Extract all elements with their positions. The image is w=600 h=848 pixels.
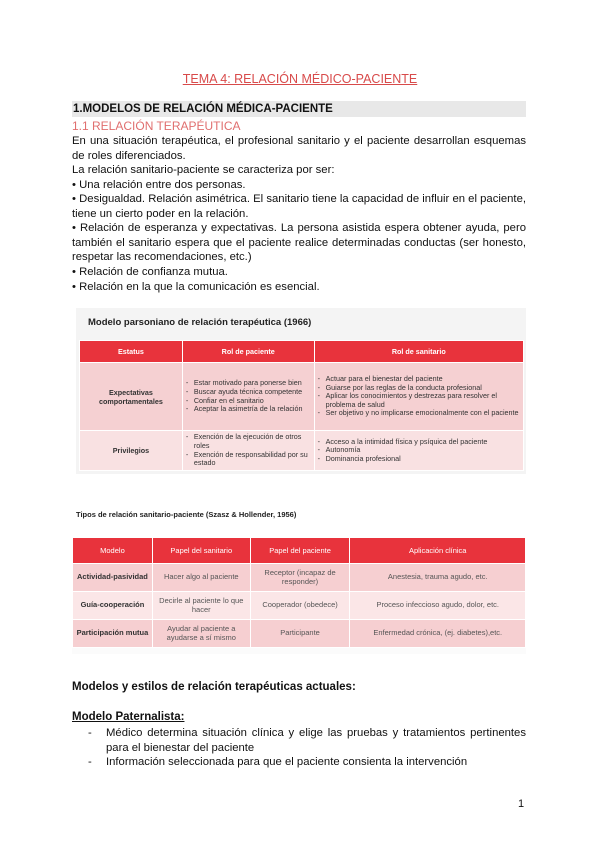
- list-item: - Aplicar los conocimientos y destrezas para resolver el problema de salud: [318, 392, 520, 409]
- table-cell: [314, 363, 523, 431]
- table-header: Modelo: [73, 538, 153, 564]
- table-cell: [314, 431, 523, 471]
- table-cell: Receptor (incapaz de responder): [250, 564, 350, 592]
- list-item: - Guiarse por las reglas de la conducta profesional: [318, 384, 520, 393]
- list-item: - Exención de responsabilidad por su estado: [186, 451, 311, 468]
- bullet-item: • Desigualdad. Relación asimétrica. El sanitario tiene la capacidad de influir en el paciente, tiene un cierto poder en la relación.: [72, 193, 526, 220]
- parsonian-model-table: [79, 340, 524, 471]
- table-cell: Anestesia, trauma agudo, etc.: [350, 564, 526, 592]
- table-cell: Enfermedad crónica, (ej. diabetes),etc.: [350, 620, 526, 648]
- table-row: [73, 620, 526, 648]
- parsonian-model-figure: [76, 308, 526, 474]
- table-cell: Cooperador (obedece): [250, 592, 350, 620]
- list-item: - Estar motivado para ponerse bien: [186, 379, 311, 388]
- figure-title: Tipos de relación sanitario-paciente (Szasz & Hollender, 1956): [76, 510, 297, 519]
- table-cell: Decirle al paciente lo que hacer: [152, 592, 250, 620]
- models-heading: Modelos y estilos de relación terapéuticas actuales:: [72, 681, 356, 693]
- section-heading: 1.MODELOS DE RELACIÓN MÉDICA-PACIENTE: [72, 101, 526, 117]
- table-row: [80, 363, 524, 431]
- paragraph-intro: En una situación terapéutica, el profesional sanitario y el paciente desarrollan esquemas de roles diferenciados.: [72, 135, 526, 162]
- list-item: - Aceptar la asimetría de la relación: [186, 405, 311, 414]
- page-title: TEMA 4: RELACIÓN MÉDICO-PACIENTE: [182, 72, 418, 86]
- table-header: Papel del sanitario: [152, 538, 250, 564]
- table-cell: Ayudar al paciente a ayudarse a sí mismo: [152, 620, 250, 648]
- list-item: - Confiar en el sanitario: [186, 397, 311, 406]
- list-item: - Dominancia profesional: [318, 455, 520, 464]
- table-cell: Expectativas comportamentales: [80, 363, 183, 431]
- list-item: - Información seleccionada para que el paciente consienta la intervención: [88, 755, 526, 770]
- paternalist-list: [88, 726, 526, 770]
- list-item: - Ser objetivo y no implicarse emocionalmente con el paciente: [318, 409, 520, 418]
- szasz-hollender-figure: [72, 537, 526, 654]
- table-row: [80, 431, 524, 471]
- table-header: Rol de sanitario: [314, 341, 523, 363]
- table-cell: [182, 431, 314, 471]
- page-number: 1: [518, 798, 525, 810]
- table-header: Aplicación clínica: [350, 538, 526, 564]
- table-cell: Guía-cooperación: [73, 592, 153, 620]
- paternalist-heading: Modelo Paternalista:: [72, 711, 185, 723]
- table-cell: Hacer algo al paciente: [152, 564, 250, 592]
- bullet-item: • Relación de esperanza y expectativas. La persona asistida espera obtener ayuda, pero también el sanitario espera que el paciente realice determinadas conductas (ser honesto, respetar las recomendaciones, etc.): [72, 222, 526, 264]
- table-cell: Privilegios: [80, 431, 183, 471]
- list-item: - Autonomía: [318, 446, 520, 455]
- table-cell: Actividad-pasividad: [73, 564, 153, 592]
- table-header: Estatus: [80, 341, 183, 363]
- table-cell: [182, 363, 314, 431]
- list-item: - Actuar para el bienestar del paciente: [318, 375, 520, 384]
- table-row: [73, 592, 526, 620]
- table-row: [73, 564, 526, 592]
- bullet-item: • Una relación entre dos personas.: [72, 179, 246, 191]
- table-header: Papel del paciente: [250, 538, 350, 564]
- bullet-item: • Relación en la que la comunicación es esencial.: [72, 281, 320, 293]
- list-item: - Exención de la ejecución de otros roles: [186, 433, 311, 450]
- list-item: - Buscar ayuda técnica competente: [186, 388, 311, 397]
- szasz-hollender-table: [72, 537, 526, 648]
- table-cell: Proceso infeccioso agudo, dolor, etc.: [350, 592, 526, 620]
- figure-title: Modelo parsoniano de relación terapéutica (1966): [88, 317, 312, 328]
- list-item: - Médico determina situación clínica y elige las pruebas y tratamientos pertinentes para el bienestar del paciente: [88, 726, 526, 755]
- subsection-heading: 1.1 RELACIÓN TERAPÉUTICA: [72, 119, 241, 133]
- table-header: Rol de paciente: [182, 341, 314, 363]
- paragraph-characteristics: La relación sanitario-paciente se caracteriza por ser:: [72, 164, 335, 176]
- bullet-item: • Relación de confianza mutua.: [72, 266, 228, 278]
- table-cell: Participación mutua: [73, 620, 153, 648]
- list-item: - Acceso a la intimidad física y psíquica del paciente: [318, 438, 520, 447]
- table-cell: Participante: [250, 620, 350, 648]
